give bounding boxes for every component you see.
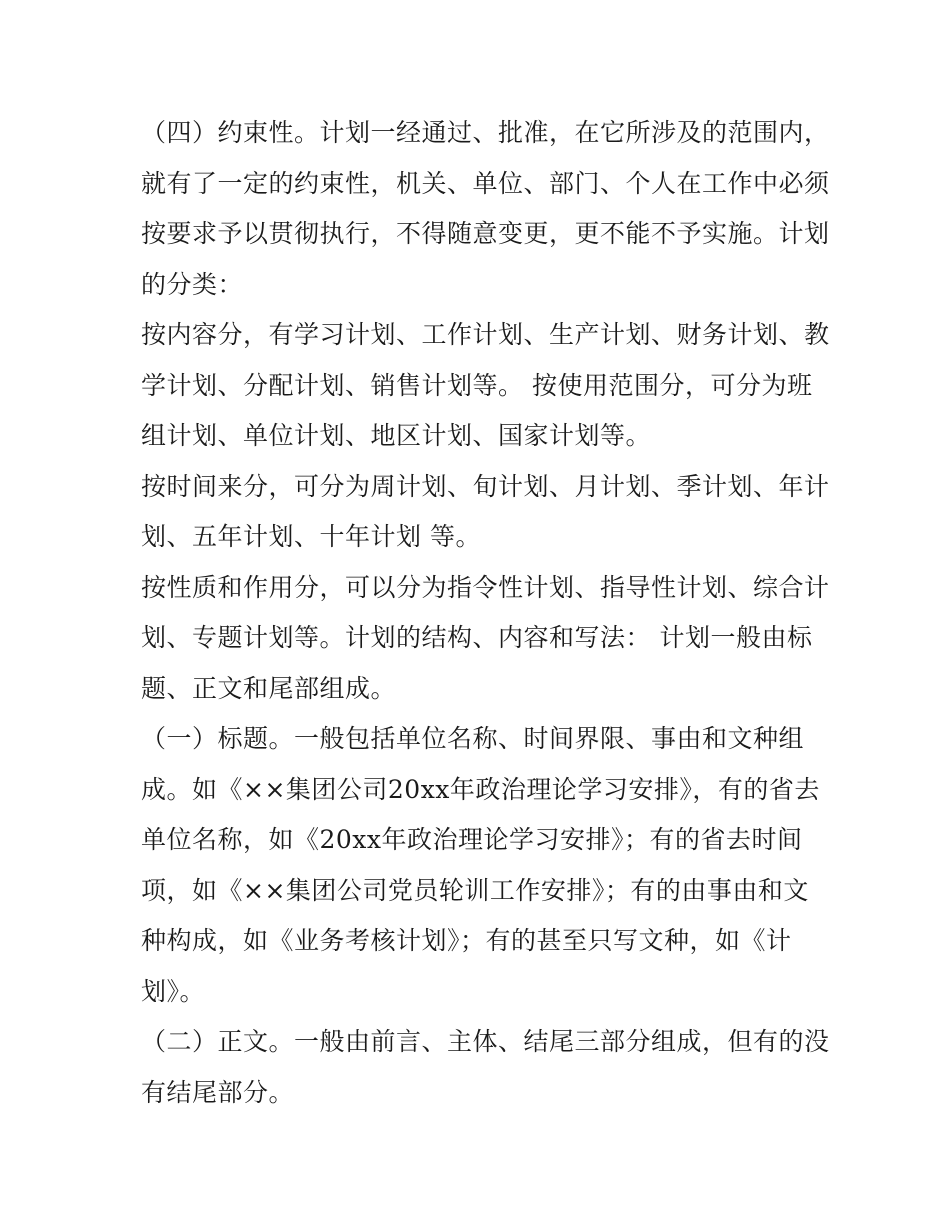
text-line: 成。如《××集团公司20xx年政治理论学习安排》，有的省去 (141, 774, 820, 804)
text-line: 组计划、单位计划、地区计划、国家计划等。 (141, 421, 652, 450)
text-line: 学计划、分配计划、销售计划等。 按使用范围分，可分为班 (141, 370, 813, 400)
text-line: 题、正文和尾部组成。 (141, 673, 397, 703)
text-line: 划、专题计划等。计划的结构、内容和写法： 计划一般由标 (141, 623, 813, 652)
text-line: （二）正文。一般由前言、主体、结尾三部分组成，但有的没 (141, 1027, 830, 1056)
text-line: 就有了一定的约束性，机关、单位、部门、个人在工作中必须 (141, 168, 830, 198)
text-line: 项，如《××集团公司党员轮训工作安排》；有的由事由和文 (141, 875, 809, 905)
text-line: 按时间来分，可分为周计划、旬计划、月计划、季计划、年计 (141, 471, 830, 501)
text-line: （一）标题。一般包括单位名称、时间界限、事由和文种组 (141, 724, 805, 753)
text-line: 有结尾部分。 (141, 1077, 295, 1107)
text-line: 种构成，如《业务考核计划》；有的甚至只写文种，如《计 (141, 926, 792, 955)
text-line: 按要求予以贯彻执行，不得随意变更，更不能不予实施。计划 (141, 219, 830, 248)
text-line: （四）约束性。计划一经通过、批准，在它所涉及的范围内， (141, 118, 830, 147)
text-line: 按内容分，有学习计划、工作计划、生产计划、财务计划、教 (141, 320, 830, 349)
text-line: 划》。 (141, 976, 206, 1006)
text-line: 按性质和作用分，可以分为指令性计划、指导性计划、综合计 (141, 572, 830, 602)
text-line: 划、五年计划、十年计划 等。 (141, 522, 481, 551)
text-line: 的分类： (141, 269, 244, 299)
text-line: 单位名称，如《20xx年政治理论学习安排》；有的省去时间 (141, 825, 803, 854)
body-text (141, 108, 830, 1118)
